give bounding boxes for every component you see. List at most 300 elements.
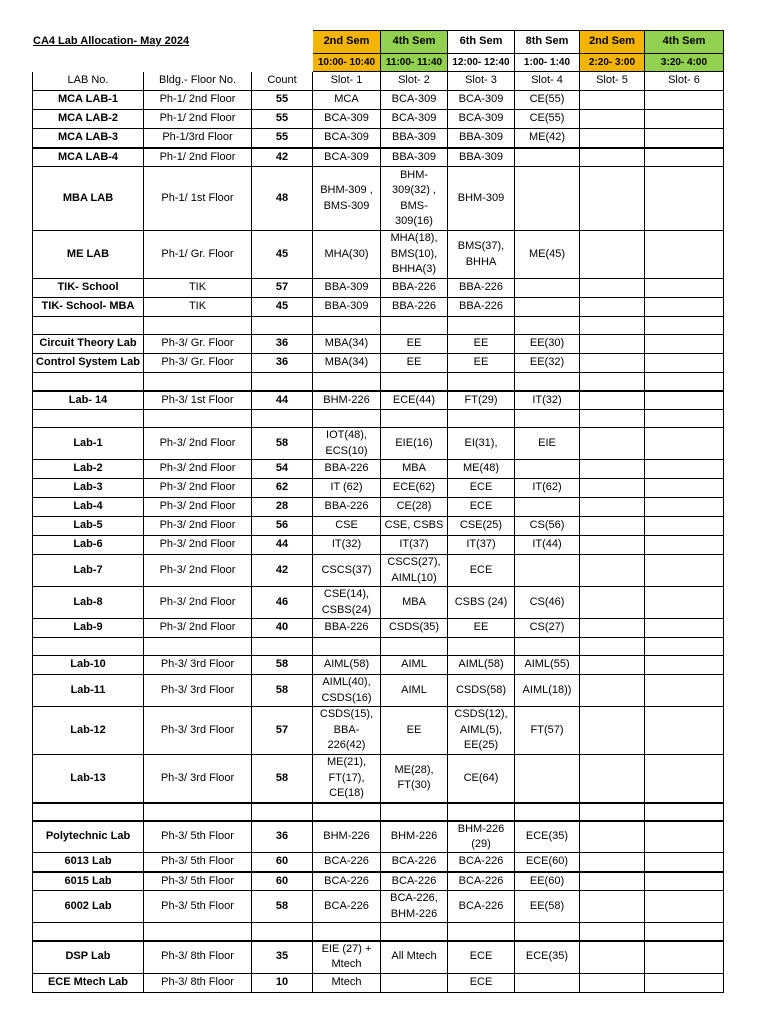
blank-cell xyxy=(313,923,381,941)
semester-label: 6th Sem xyxy=(448,31,515,54)
table-row xyxy=(33,354,724,373)
column-header: Bldg.- Floor No. xyxy=(144,72,252,91)
slot-5-cell xyxy=(580,587,645,619)
slot-6-cell xyxy=(645,91,724,110)
table-row xyxy=(33,279,724,298)
blank-cell xyxy=(252,803,313,821)
blank-cell xyxy=(144,638,252,656)
blank-cell xyxy=(381,410,448,428)
slot-2-cell: BCA-226, BHM-226 xyxy=(381,891,448,923)
blank-cell xyxy=(580,410,645,428)
blank-cell xyxy=(252,638,313,656)
floor-cell: Ph-3/ 2nd Floor xyxy=(144,460,252,479)
slot-6-cell xyxy=(645,110,724,129)
slot-3-cell: ECE xyxy=(448,973,515,992)
count-cell: 44 xyxy=(252,391,313,410)
count-cell: 58 xyxy=(252,891,313,923)
blank-cell xyxy=(515,923,580,941)
semester-label: 4th Sem xyxy=(645,31,724,54)
slot-4-cell xyxy=(515,498,580,517)
blank-cell xyxy=(645,638,724,656)
slot-5-cell xyxy=(580,231,645,279)
slot-3-cell: EI(31), xyxy=(448,428,515,460)
count-cell: 60 xyxy=(252,853,313,872)
slot-5-cell xyxy=(580,619,645,638)
slot-2-cell: CE(28) xyxy=(381,498,448,517)
blank-cell xyxy=(144,373,252,391)
slot-1-cell: EIE (27) + Mtech xyxy=(313,941,381,973)
blank-cell xyxy=(448,803,515,821)
slot-2-cell: EE xyxy=(381,354,448,373)
floor-cell: Ph-3/ Gr. Floor xyxy=(144,335,252,354)
slot-6-cell xyxy=(645,675,724,707)
floor-cell: Ph-3/ 2nd Floor xyxy=(144,498,252,517)
slot-5-cell xyxy=(580,656,645,675)
floor-cell: Ph-3/ Gr. Floor xyxy=(144,354,252,373)
column-header: Slot- 5 xyxy=(580,72,645,91)
count-cell: 36 xyxy=(252,821,313,853)
slot-2-cell: ECE(62) xyxy=(381,479,448,498)
slot-2-cell: MHA(18), BMS(10), BHHA(3) xyxy=(381,231,448,279)
table-row xyxy=(33,941,724,973)
floor-cell: Ph-3/ 2nd Floor xyxy=(144,619,252,638)
slot-1-cell: MCA xyxy=(313,91,381,110)
slot-1-cell: CSDS(15), BBA-226(42) xyxy=(313,707,381,755)
blank-cell xyxy=(313,638,381,656)
slot-1-cell: BHM-309 , BMS-309 xyxy=(313,167,381,231)
slot-6-cell xyxy=(645,872,724,891)
table-row xyxy=(33,675,724,707)
slot-2-cell: MBA xyxy=(381,587,448,619)
slot-3-cell: FT(29) xyxy=(448,391,515,410)
time-label: 11:00- 11:40 xyxy=(381,54,448,72)
slot-4-cell: EE(60) xyxy=(515,872,580,891)
count-cell: 48 xyxy=(252,167,313,231)
slot-4-cell xyxy=(515,755,580,803)
spacer-row xyxy=(33,923,724,941)
count-cell: 56 xyxy=(252,517,313,536)
slot-5-cell xyxy=(580,110,645,129)
blank-cell xyxy=(144,317,252,335)
slot-6-cell xyxy=(645,354,724,373)
slot-4-cell: CE(55) xyxy=(515,110,580,129)
slot-5-cell xyxy=(580,391,645,410)
semester-label: 8th Sem xyxy=(515,31,580,54)
lab-name: MCA LAB-2 xyxy=(33,110,144,129)
table-row xyxy=(33,755,724,803)
slot-6-cell xyxy=(645,460,724,479)
slot-4-cell: CS(56) xyxy=(515,517,580,536)
slot-1-cell: BCA-226 xyxy=(313,891,381,923)
count-cell: 58 xyxy=(252,428,313,460)
floor-cell: Ph-3/ 3rd Floor xyxy=(144,755,252,803)
slot-1-cell: BHM-226 xyxy=(313,391,381,410)
slot-5-cell xyxy=(580,460,645,479)
floor-cell: Ph-3/ 1st Floor xyxy=(144,391,252,410)
slot-4-cell: FT(57) xyxy=(515,707,580,755)
sheet-title: CA4 Lab Allocation- May 2024 xyxy=(33,35,190,48)
blank-cell xyxy=(252,317,313,335)
blank-cell xyxy=(313,317,381,335)
semester-label: 4th Sem xyxy=(381,31,448,54)
slot-3-cell: BCA-226 xyxy=(448,891,515,923)
floor-cell: Ph-3/ 2nd Floor xyxy=(144,587,252,619)
blank-cell xyxy=(580,317,645,335)
floor-cell: Ph-1/ 2nd Floor xyxy=(144,91,252,110)
slot-2-cell: CSCS(27), AIML(10) xyxy=(381,555,448,587)
lab-name: Lab-11 xyxy=(33,675,144,707)
lab-name: Lab-6 xyxy=(33,536,144,555)
slot-2-cell: MBA xyxy=(381,460,448,479)
slot-1-cell: MHA(30) xyxy=(313,231,381,279)
slot-3-cell: BCA-309 xyxy=(448,110,515,129)
slot-3-cell: IT(37) xyxy=(448,536,515,555)
floor-cell: Ph-1/3rd Floor xyxy=(144,129,252,148)
slot-1-cell: BBA-309 xyxy=(313,279,381,298)
slot-6-cell xyxy=(645,428,724,460)
floor-cell: Ph-3/ 3rd Floor xyxy=(144,656,252,675)
blank-cell xyxy=(515,803,580,821)
slot-3-cell: ECE xyxy=(448,941,515,973)
slot-4-cell xyxy=(515,973,580,992)
slot-6-cell xyxy=(645,555,724,587)
time-label: 1:00- 1:40 xyxy=(515,54,580,72)
slot-6-cell xyxy=(645,231,724,279)
slot-6-cell xyxy=(645,498,724,517)
lab-name: 6002 Lab xyxy=(33,891,144,923)
floor-cell: Ph-3/ 2nd Floor xyxy=(144,479,252,498)
blank-cell xyxy=(144,803,252,821)
slot-3-cell: AIML(58) xyxy=(448,656,515,675)
floor-cell: Ph-3/ 5th Floor xyxy=(144,891,252,923)
slot-3-cell: BBA-226 xyxy=(448,279,515,298)
blank-cell xyxy=(33,923,144,941)
table-row xyxy=(33,821,724,853)
blank-cell xyxy=(33,54,313,72)
slot-6-cell xyxy=(645,853,724,872)
slot-1-cell: IT(32) xyxy=(313,536,381,555)
count-cell: 42 xyxy=(252,555,313,587)
table-row xyxy=(33,460,724,479)
count-cell: 35 xyxy=(252,941,313,973)
blank-cell xyxy=(580,923,645,941)
table-row xyxy=(33,872,724,891)
count-cell: 58 xyxy=(252,755,313,803)
blank-cell xyxy=(515,410,580,428)
slot-1-cell: MBA(34) xyxy=(313,335,381,354)
slot-6-cell xyxy=(645,167,724,231)
slot-3-cell: ECE xyxy=(448,498,515,517)
table-body xyxy=(33,31,724,993)
slot-1-cell: IOT(48), ECS(10) xyxy=(313,428,381,460)
slot-4-cell xyxy=(515,555,580,587)
slot-6-cell xyxy=(645,298,724,317)
lab-name: Lab-10 xyxy=(33,656,144,675)
count-cell: 55 xyxy=(252,129,313,148)
lab-name: Control System Lab xyxy=(33,354,144,373)
slot-3-cell: CSDS(12), AIML(5), EE(25) xyxy=(448,707,515,755)
lab-name: Lab-1 xyxy=(33,428,144,460)
slot-5-cell xyxy=(580,555,645,587)
slot-5-cell xyxy=(580,973,645,992)
slot-4-cell: IT(32) xyxy=(515,391,580,410)
time-label: 12:00- 12:40 xyxy=(448,54,515,72)
table-row xyxy=(33,555,724,587)
slot-2-cell: BBA-226 xyxy=(381,279,448,298)
slot-5-cell xyxy=(580,755,645,803)
slot-2-cell: EE xyxy=(381,335,448,354)
slot-1-cell: BCA-226 xyxy=(313,872,381,891)
lab-name: DSP Lab xyxy=(33,941,144,973)
column-header: Count xyxy=(252,72,313,91)
spacer-row xyxy=(33,638,724,656)
count-cell: 58 xyxy=(252,656,313,675)
floor-cell: Ph-3/ 3rd Floor xyxy=(144,675,252,707)
slot-3-cell: CSE(25) xyxy=(448,517,515,536)
slot-6-cell xyxy=(645,821,724,853)
blank-cell xyxy=(313,803,381,821)
slot-6-cell xyxy=(645,148,724,167)
floor-cell: Ph-3/ 2nd Floor xyxy=(144,555,252,587)
table-row xyxy=(33,391,724,410)
slot-5-cell xyxy=(580,335,645,354)
slot-4-cell: AIML(18)) xyxy=(515,675,580,707)
semester-label: 2nd Sem xyxy=(580,31,645,54)
spacer-row xyxy=(33,410,724,428)
slot-4-cell: ECE(35) xyxy=(515,941,580,973)
lab-name: Lab-5 xyxy=(33,517,144,536)
slot-6-cell xyxy=(645,391,724,410)
slot-5-cell xyxy=(580,821,645,853)
floor-cell: Ph-3/ 5th Floor xyxy=(144,853,252,872)
slot-3-cell: CSDS(58) xyxy=(448,675,515,707)
slot-5-cell xyxy=(580,675,645,707)
slot-6-cell xyxy=(645,587,724,619)
slot-1-cell: BCA-226 xyxy=(313,853,381,872)
slot-4-cell: IT(44) xyxy=(515,536,580,555)
slot-4-cell: EE(30) xyxy=(515,335,580,354)
count-cell: 54 xyxy=(252,460,313,479)
allocation-sheet xyxy=(32,30,723,993)
column-header-row xyxy=(33,72,724,91)
slot-3-cell: ECE xyxy=(448,479,515,498)
slot-2-cell: BHM-226 xyxy=(381,821,448,853)
slot-4-cell: CS(27) xyxy=(515,619,580,638)
slot-4-cell: ECE(35) xyxy=(515,821,580,853)
slot-4-cell xyxy=(515,460,580,479)
slot-6-cell xyxy=(645,619,724,638)
lab-name: Lab-12 xyxy=(33,707,144,755)
slot-2-cell xyxy=(381,973,448,992)
slot-2-cell: ME(28), FT(30) xyxy=(381,755,448,803)
slot-4-cell xyxy=(515,148,580,167)
time-label: 3:20- 4:00 xyxy=(645,54,724,72)
slot-2-cell: AIML xyxy=(381,656,448,675)
lab-name: TIK- School- MBA xyxy=(33,298,144,317)
lab-name: 6015 Lab xyxy=(33,872,144,891)
spacer-row xyxy=(33,803,724,821)
slot-4-cell xyxy=(515,167,580,231)
lab-name: ECE Mtech Lab xyxy=(33,973,144,992)
blank-cell xyxy=(252,923,313,941)
slot-2-cell: CSDS(35) xyxy=(381,619,448,638)
table-row xyxy=(33,853,724,872)
table-row xyxy=(33,231,724,279)
floor-cell: Ph-1/ 1st Floor xyxy=(144,167,252,231)
slot-2-cell: BHM-309(32) , BMS-309(16) xyxy=(381,167,448,231)
slot-5-cell xyxy=(580,498,645,517)
table-row xyxy=(33,335,724,354)
floor-cell: Ph-3/ 2nd Floor xyxy=(144,536,252,555)
time-row xyxy=(33,54,724,72)
lab-name: MCA LAB-1 xyxy=(33,91,144,110)
table-row xyxy=(33,517,724,536)
count-cell: 10 xyxy=(252,973,313,992)
slot-3-cell: BBA-309 xyxy=(448,129,515,148)
table-row xyxy=(33,498,724,517)
slot-3-cell: CE(64) xyxy=(448,755,515,803)
blank-cell xyxy=(448,923,515,941)
column-header: Slot- 6 xyxy=(645,72,724,91)
slot-2-cell: BBA-309 xyxy=(381,129,448,148)
count-cell: 40 xyxy=(252,619,313,638)
slot-6-cell xyxy=(645,479,724,498)
slot-1-cell: CSCS(37) xyxy=(313,555,381,587)
blank-cell xyxy=(580,638,645,656)
spacer-row xyxy=(33,373,724,391)
slot-1-cell: Mtech xyxy=(313,973,381,992)
slot-1-cell: AIML(58) xyxy=(313,656,381,675)
blank-cell xyxy=(381,373,448,391)
allocation-table xyxy=(32,30,724,993)
count-cell: 57 xyxy=(252,707,313,755)
lab-name: TIK- School xyxy=(33,279,144,298)
table-row xyxy=(33,973,724,992)
slot-6-cell xyxy=(645,707,724,755)
slot-5-cell xyxy=(580,536,645,555)
blank-cell xyxy=(645,373,724,391)
slot-3-cell: BBA-309 xyxy=(448,148,515,167)
slot-4-cell xyxy=(515,298,580,317)
slot-2-cell: BCA-226 xyxy=(381,853,448,872)
table-row xyxy=(33,167,724,231)
slot-1-cell: ME(21), FT(17), CE(18) xyxy=(313,755,381,803)
slot-5-cell xyxy=(580,517,645,536)
lab-name: Lab-7 xyxy=(33,555,144,587)
blank-cell xyxy=(580,373,645,391)
floor-cell: Ph-3/ 3rd Floor xyxy=(144,707,252,755)
lab-name: Lab-3 xyxy=(33,479,144,498)
count-cell: 36 xyxy=(252,335,313,354)
time-label: 10:00- 10:40 xyxy=(313,54,381,72)
lab-name: Lab-2 xyxy=(33,460,144,479)
slot-5-cell xyxy=(580,279,645,298)
table-row xyxy=(33,479,724,498)
spacer-row xyxy=(33,317,724,335)
blank-cell xyxy=(381,923,448,941)
slot-4-cell: ECE(60) xyxy=(515,853,580,872)
blank-cell xyxy=(448,317,515,335)
count-cell: 42 xyxy=(252,148,313,167)
blank-cell xyxy=(645,803,724,821)
floor-cell: Ph-3/ 2nd Floor xyxy=(144,428,252,460)
slot-1-cell: BBA-226 xyxy=(313,460,381,479)
slot-2-cell: CSE, CSBS xyxy=(381,517,448,536)
slot-3-cell: CSBS (24) xyxy=(448,587,515,619)
table-row xyxy=(33,707,724,755)
lab-name: Polytechnic Lab xyxy=(33,821,144,853)
table-row xyxy=(33,428,724,460)
slot-6-cell xyxy=(645,517,724,536)
slot-2-cell: All Mtech xyxy=(381,941,448,973)
blank-cell xyxy=(144,923,252,941)
slot-1-cell: BCA-309 xyxy=(313,148,381,167)
column-header: Slot- 1 xyxy=(313,72,381,91)
slot-4-cell: EE(32) xyxy=(515,354,580,373)
slot-5-cell xyxy=(580,707,645,755)
slot-3-cell: BBA-226 xyxy=(448,298,515,317)
blank-cell xyxy=(252,410,313,428)
slot-1-cell: IT (62) xyxy=(313,479,381,498)
slot-5-cell xyxy=(580,91,645,110)
lab-name: Circuit Theory Lab xyxy=(33,335,144,354)
slot-5-cell xyxy=(580,891,645,923)
blank-cell xyxy=(381,803,448,821)
floor-cell: TIK xyxy=(144,298,252,317)
blank-cell xyxy=(448,373,515,391)
slot-4-cell: CE(55) xyxy=(515,91,580,110)
slot-6-cell xyxy=(645,656,724,675)
floor-cell: Ph-3/ 5th Floor xyxy=(144,872,252,891)
blank-cell xyxy=(448,410,515,428)
slot-5-cell xyxy=(580,941,645,973)
floor-cell: Ph-3/ 5th Floor xyxy=(144,821,252,853)
count-cell: 45 xyxy=(252,231,313,279)
slot-2-cell: BCA-309 xyxy=(381,91,448,110)
floor-cell: Ph-1/ Gr. Floor xyxy=(144,231,252,279)
blank-cell xyxy=(381,638,448,656)
slot-5-cell xyxy=(580,853,645,872)
slot-4-cell: EE(58) xyxy=(515,891,580,923)
slot-6-cell xyxy=(645,973,724,992)
table-row xyxy=(33,891,724,923)
semester-header-row xyxy=(33,31,724,54)
lab-name: 6013 Lab xyxy=(33,853,144,872)
slot-6-cell xyxy=(645,941,724,973)
count-cell: 28 xyxy=(252,498,313,517)
slot-2-cell: ECE(44) xyxy=(381,391,448,410)
slot-5-cell xyxy=(580,129,645,148)
floor-cell: Ph-3/ 2nd Floor xyxy=(144,517,252,536)
slot-1-cell: BBA-226 xyxy=(313,498,381,517)
blank-cell xyxy=(515,638,580,656)
time-label: 2:20- 3:00 xyxy=(580,54,645,72)
slot-5-cell xyxy=(580,148,645,167)
count-cell: 57 xyxy=(252,279,313,298)
slot-3-cell: BCA-309 xyxy=(448,91,515,110)
floor-cell: Ph-1/ 2nd Floor xyxy=(144,148,252,167)
slot-3-cell: BMS(37), BHHA xyxy=(448,231,515,279)
slot-1-cell: CSE xyxy=(313,517,381,536)
count-cell: 36 xyxy=(252,354,313,373)
blank-cell xyxy=(381,317,448,335)
slot-2-cell: BCA-309 xyxy=(381,110,448,129)
table-row xyxy=(33,298,724,317)
slot-5-cell xyxy=(580,479,645,498)
slot-2-cell: BBA-226 xyxy=(381,298,448,317)
floor-cell: Ph-3/ 8th Floor xyxy=(144,973,252,992)
slot-6-cell xyxy=(645,536,724,555)
